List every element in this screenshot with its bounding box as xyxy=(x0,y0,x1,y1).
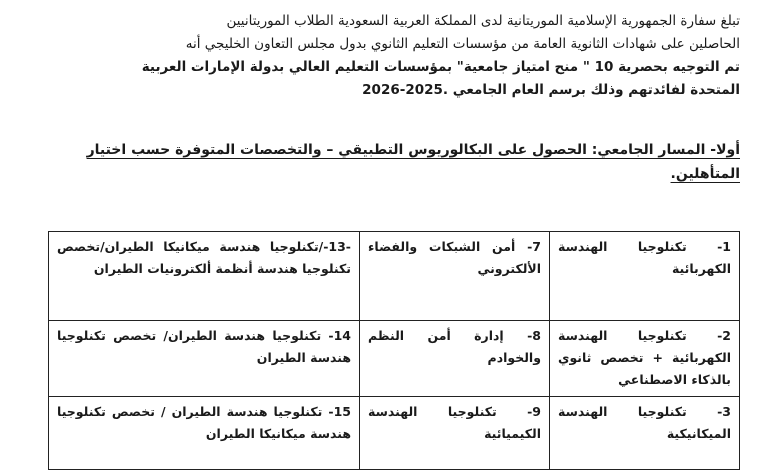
intro-line-2: الحاصلين على شهادات الثانوية العامة من مؤسسات التعليم الثانوي بدول مجلس التعاون الخليجي أنه xyxy=(185,36,740,52)
table-cell: 9- تكنلوجيا الهندسة الكيميائية xyxy=(360,397,550,470)
section-heading: أولا- المسار الجامعي: الحصول على البكالوريوس التطبيقي – والتخصصات المتوفرة حسب اختيار المتأهلين. xyxy=(86,142,740,182)
table-cell: -13-/تكنلوجيا هندسة ميكانيكا الطيران/تخصص تكنلوجيا هندسة أنظمة ألكترونيات الطيران xyxy=(49,232,360,321)
intro-line-4: المتحدة لفائدتهم وذلك برسم العام الجامعي .2025-2026 xyxy=(362,82,740,98)
intro-line-1: تبلغ سفارة الجمهورية الإسلامية الموريتانية لدى المملكة العربية السعودية الطلاب الموريتانيين xyxy=(226,13,740,29)
table-row xyxy=(49,232,740,321)
table-cell: 1- تكنلوجيا الهندسة الكهربائية xyxy=(550,232,740,321)
table-cell: 14- تكنلوجيا هندسة الطيران/ تخصص تكنلوجيا هندسة الطيران xyxy=(49,321,360,397)
table-cell: 15- تكنلوجيا هندسة الطيران / تخصص تكنلوجيا هندسة ميكانيكا الطيران xyxy=(49,397,360,470)
intro-paragraph xyxy=(40,10,740,102)
table-cell: 8- إدارة أمن النظم والخوادم xyxy=(360,321,550,397)
table-cell: 3- تكنلوجيا الهندسة الميكانيكية xyxy=(550,397,740,470)
programs-table xyxy=(48,231,740,470)
table-row xyxy=(49,397,740,470)
table-row xyxy=(49,321,740,397)
table-cell: 2- تكنلوجيا الهندسة الكهربائية + تخصص ثانوي بالذكاء الاصطناعي xyxy=(550,321,740,397)
intro-line-3: تم التوجيه بحصرية 10 " منح امتياز جامعية" بمؤسسات التعليم العالي بدولة الإمارات العربية xyxy=(141,59,740,75)
table-cell: 7- أمن الشبكات والفضاء الألكتروني xyxy=(360,232,550,321)
